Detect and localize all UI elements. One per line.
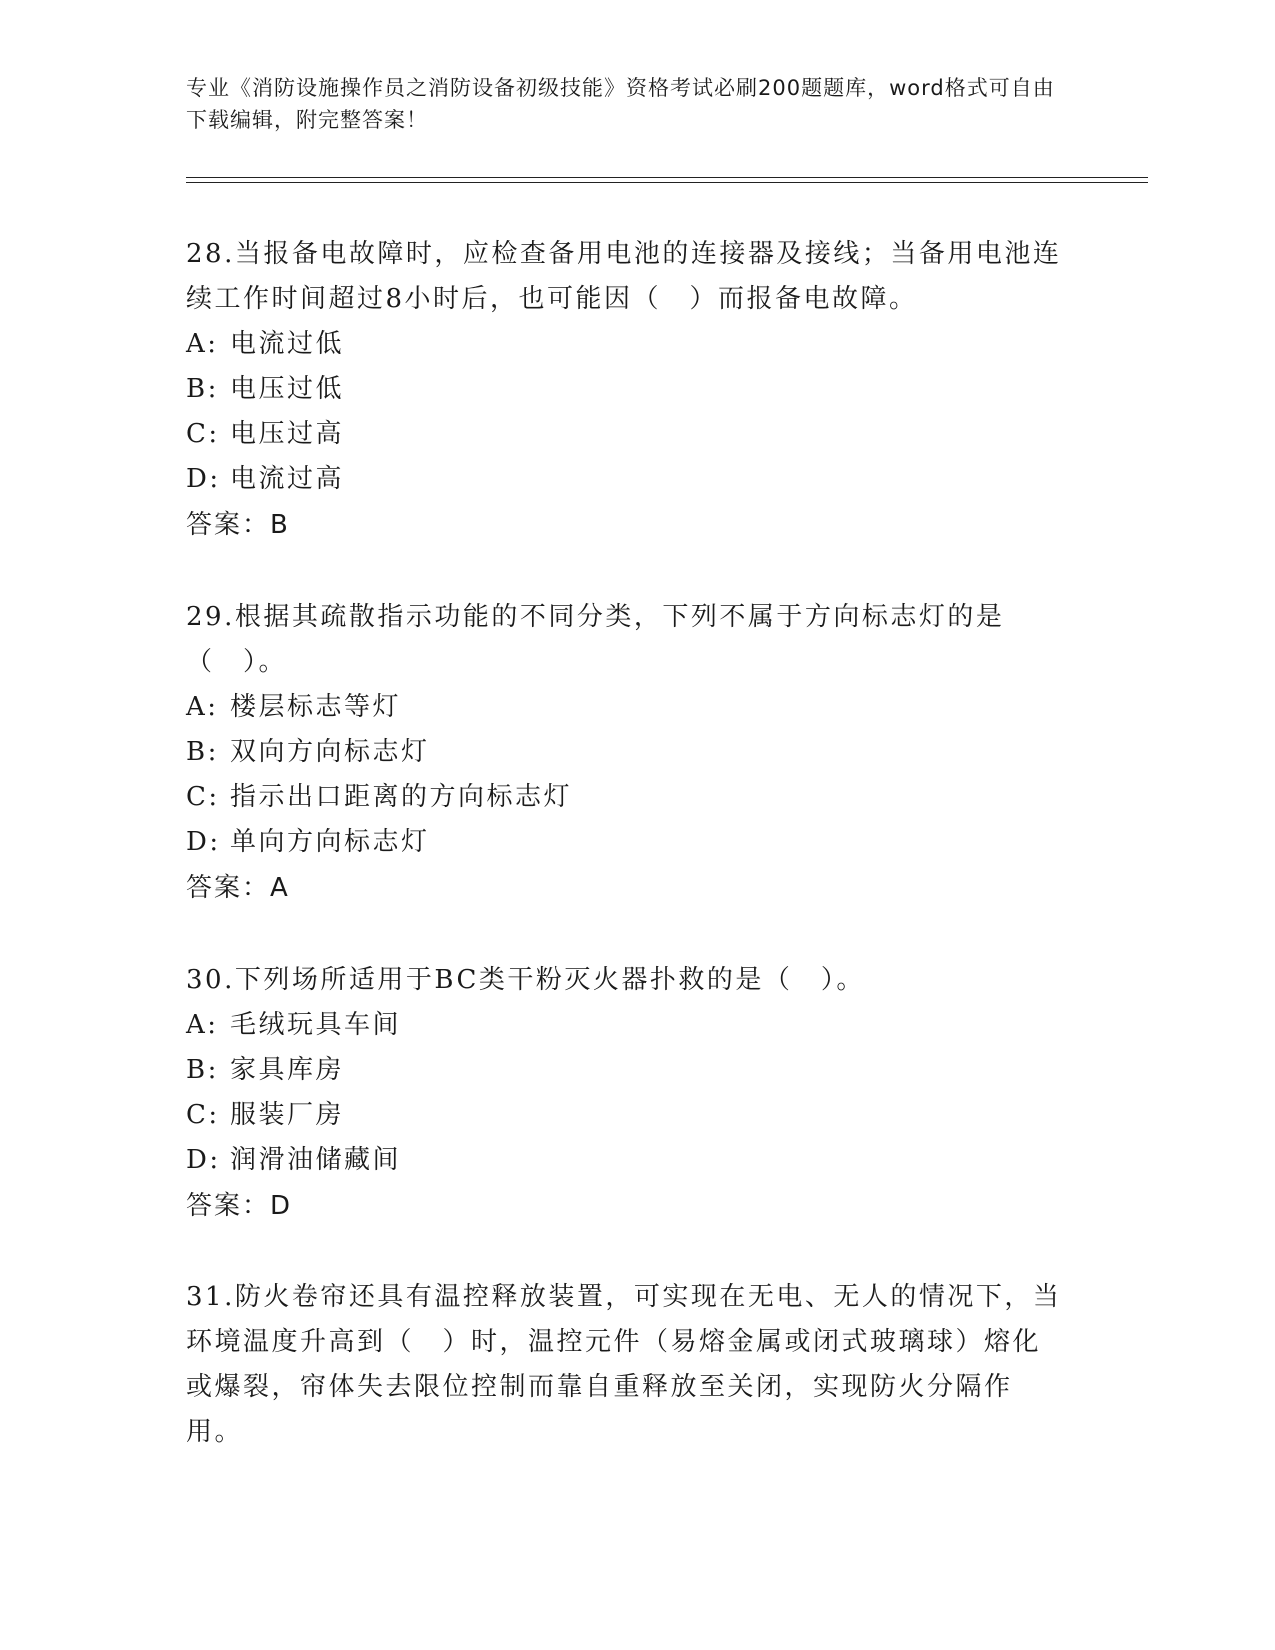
option-b xyxy=(186,1048,1066,1093)
option-letter: B: xyxy=(186,1055,219,1085)
option-d xyxy=(186,820,1066,865)
option-b xyxy=(186,730,1066,775)
option-letter: C: xyxy=(186,419,220,449)
option-letter: C: xyxy=(186,1100,220,1130)
option-letter: C: xyxy=(186,782,220,812)
option-d xyxy=(186,457,1066,502)
question-stem: 30.下列场所适用于BC类干粉灭火器扑救的是（ ）。 xyxy=(186,965,865,995)
option-letter: A: xyxy=(186,1010,219,1040)
option-letter: D: xyxy=(186,827,221,857)
option-text: 服装厂房 xyxy=(230,1100,345,1130)
option-text: 电流过高 xyxy=(230,464,345,494)
option-letter: B: xyxy=(186,374,219,404)
question-stem: 31.防火卷帘还具有温控释放装置，可实现在无电、无人的情况下，当环境温度升高到（ ）时，温控元件（易熔金属或闭式玻璃球）熔化或爆裂，帘体失去限位控制而靠自重释放至关闭，实现防火分隔作用。 xyxy=(186,1282,1062,1447)
option-text: 指示出口距离的方向标志灯 xyxy=(230,782,573,812)
option-letter: D: xyxy=(186,464,221,494)
option-letter: A: xyxy=(186,329,219,359)
question-30 xyxy=(186,958,1066,1229)
option-text: 家具库房 xyxy=(230,1055,345,1085)
option-a xyxy=(186,322,1066,367)
option-text: 毛绒玩具车间 xyxy=(230,1010,402,1040)
answer: 答案：D xyxy=(186,1191,293,1221)
option-b xyxy=(186,367,1066,412)
option-d xyxy=(186,1138,1066,1183)
question-31 xyxy=(186,1275,1066,1455)
option-text: 双向方向标志灯 xyxy=(230,737,430,767)
option-text: 润滑油储藏间 xyxy=(230,1145,402,1175)
header-text: 专业《消防设施操作员之消防设备初级技能》资格考试必刷200题题库，word格式可自由下载编辑，附完整答案！ xyxy=(186,76,1055,132)
document-header xyxy=(186,72,1066,136)
header-rule-top xyxy=(186,177,1148,178)
header-rule-bottom xyxy=(186,182,1148,183)
question-28 xyxy=(186,232,1066,548)
option-c xyxy=(186,412,1066,457)
option-letter: A: xyxy=(186,692,219,722)
option-text: 电压过低 xyxy=(230,374,345,404)
question-stem: 28.当报备电故障时，应检查备用电池的连接器及接线；当备用电池连续工作时间超过8小时后，也可能因（ ）而报备电故障。 xyxy=(186,239,1062,314)
option-c xyxy=(186,775,1066,820)
option-text: 电流过低 xyxy=(230,329,345,359)
question-29 xyxy=(186,595,1066,911)
option-letter: D: xyxy=(186,1145,221,1175)
option-text: 电压过高 xyxy=(230,419,345,449)
answer: 答案：B xyxy=(186,510,290,540)
option-letter: B: xyxy=(186,737,219,767)
option-a xyxy=(186,1003,1066,1048)
question-stem: 29.根据其疏散指示功能的不同分类，下列不属于方向标志灯的是（ ）。 xyxy=(186,602,1005,677)
option-text: 单向方向标志灯 xyxy=(230,827,430,857)
option-c xyxy=(186,1093,1066,1138)
option-text: 楼层标志等灯 xyxy=(230,692,402,722)
answer: 答案：A xyxy=(186,873,290,903)
option-a xyxy=(186,685,1066,730)
